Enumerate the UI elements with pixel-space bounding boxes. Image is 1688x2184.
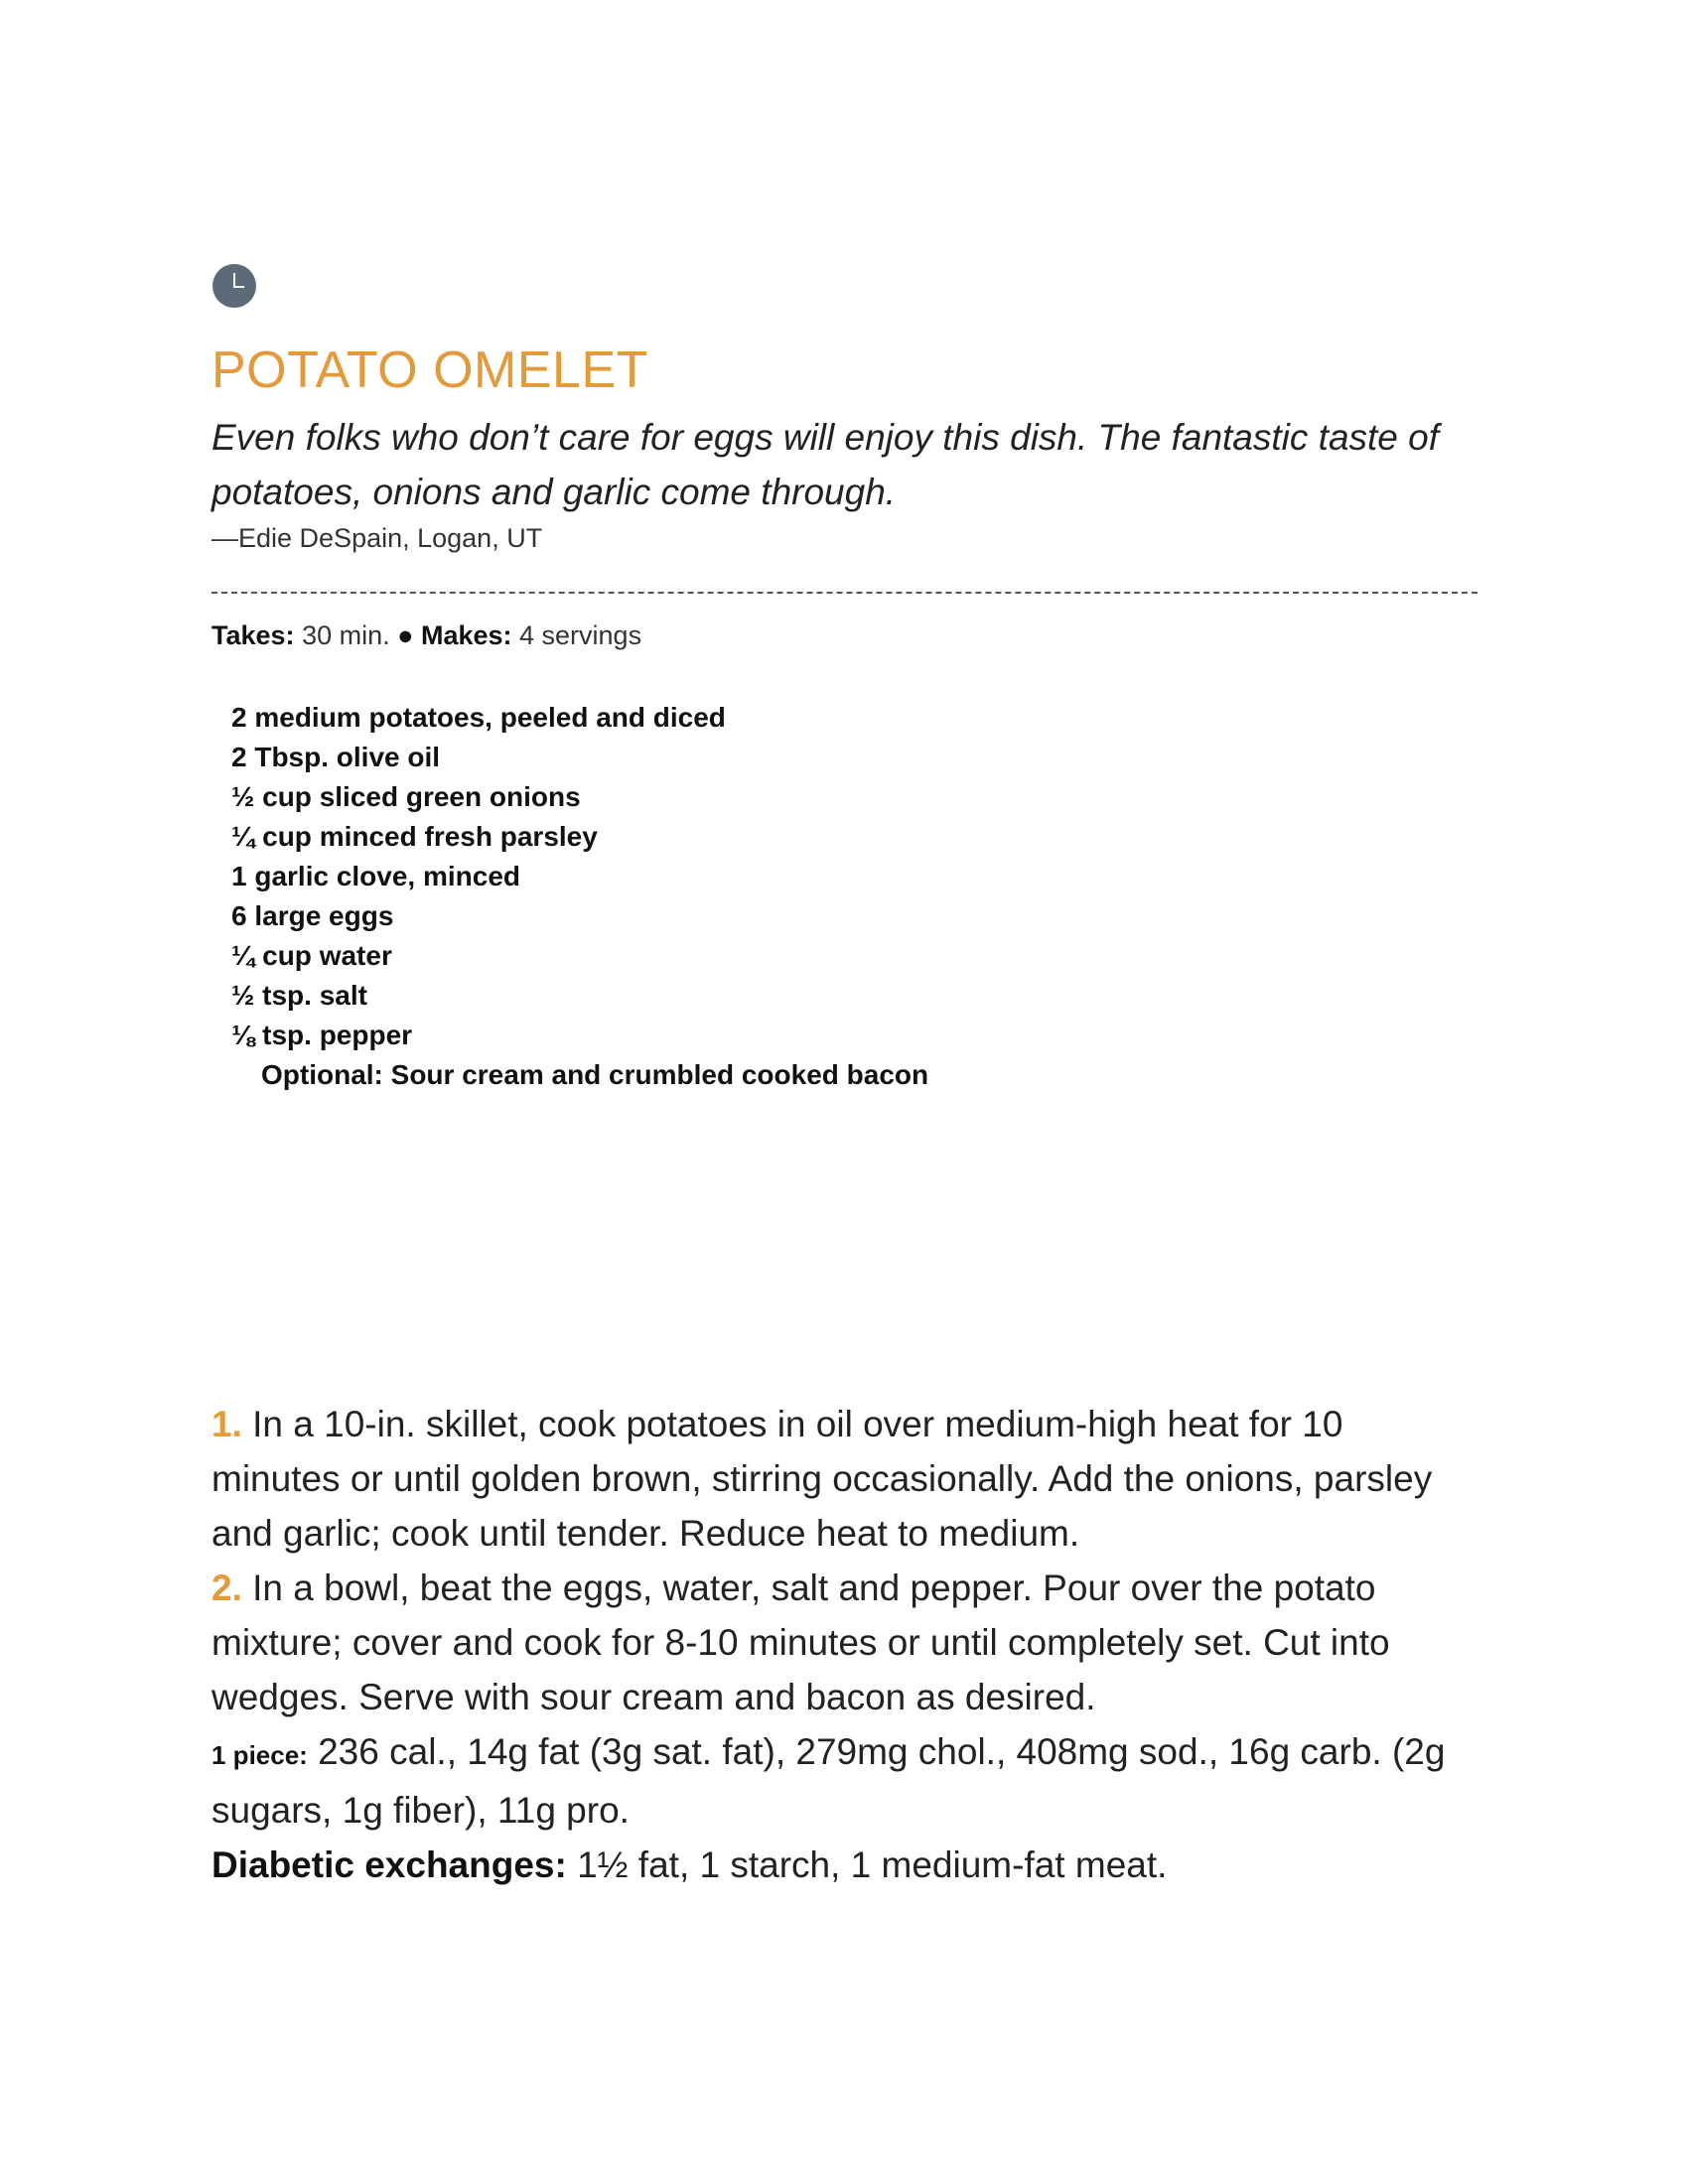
recipe-steps [211, 1397, 1477, 1892]
optional-ingredients: Optional: Sour cream and crumbled cooked bacon [261, 1059, 929, 1090]
step-text: In a bowl, beat the eggs, water, salt and pepper. Pour over the potato mixture; cover and cook for 8-10 minutes or until completely set. Cut into wedges. Serve with sour cream and bacon as desired. [211, 1568, 1390, 1717]
makes-value: 4 servings [519, 620, 642, 650]
step-number: 2. [211, 1568, 242, 1608]
makes-label: Makes: [420, 620, 512, 650]
diabetic-exchanges [211, 1838, 1477, 1892]
ingredient-list [231, 698, 928, 1095]
ingredient-item: ¼ cup minced fresh parsley [231, 821, 598, 852]
nutrition-label: 1 piece: [211, 1740, 308, 1770]
recipe-title: POTATO OMELET [211, 341, 648, 399]
dashed-divider [211, 592, 1477, 594]
step-1 [211, 1397, 1477, 1561]
recipe-intro: Even folks who don’t care for eggs will enjoy this dish. The fantastic taste of potatoes, onions and garlic come through. [211, 417, 1440, 512]
step-2 [211, 1561, 1477, 1724]
ingredient-item: 2 Tbsp. olive oil [231, 742, 441, 772]
ingredient-item: ½ tsp. salt [231, 980, 367, 1011]
diabetic-label: Diabetic exchanges: [211, 1844, 567, 1885]
ingredient-item: 2 medium potatoes, peeled and diced [231, 702, 726, 733]
ingredient-item: ½ cup sliced green onions [231, 781, 581, 812]
step-text: In a 10-in. skillet, cook potatoes in oil over medium-high heat for 10 minutes or until golden brown, stirring occasionally. Add the onions, parsley and garlic; cook until tender. Reduce heat to medium. [211, 1404, 1433, 1554]
ingredient-item: 1 garlic clove, minced [231, 861, 521, 891]
nutrition-text: 236 cal., 14g fat (3g sat. fat), 279mg chol., 408mg sod., 16g carb. (2g sugars, 1g fiber), 11g pro. [211, 1731, 1446, 1831]
recipe-meta [211, 620, 641, 651]
clock-icon [211, 263, 257, 309]
step-number: 1. [211, 1404, 242, 1444]
ingredient-item: ⅛ tsp. pepper [231, 1020, 413, 1050]
recipe-byline: —Edie DeSpain, Logan, UT [211, 523, 543, 553]
nutrition-facts [211, 1724, 1477, 1838]
ingredient-item: ¼ cup water [231, 940, 392, 971]
diabetic-text: 1½ fat, 1 starch, 1 medium-fat meat. [577, 1844, 1168, 1885]
meta-bullet: ● [397, 620, 414, 650]
takes-label: Takes: [211, 620, 295, 650]
takes-value: 30 min. [302, 620, 390, 650]
ingredient-item: 6 large eggs [231, 900, 394, 931]
